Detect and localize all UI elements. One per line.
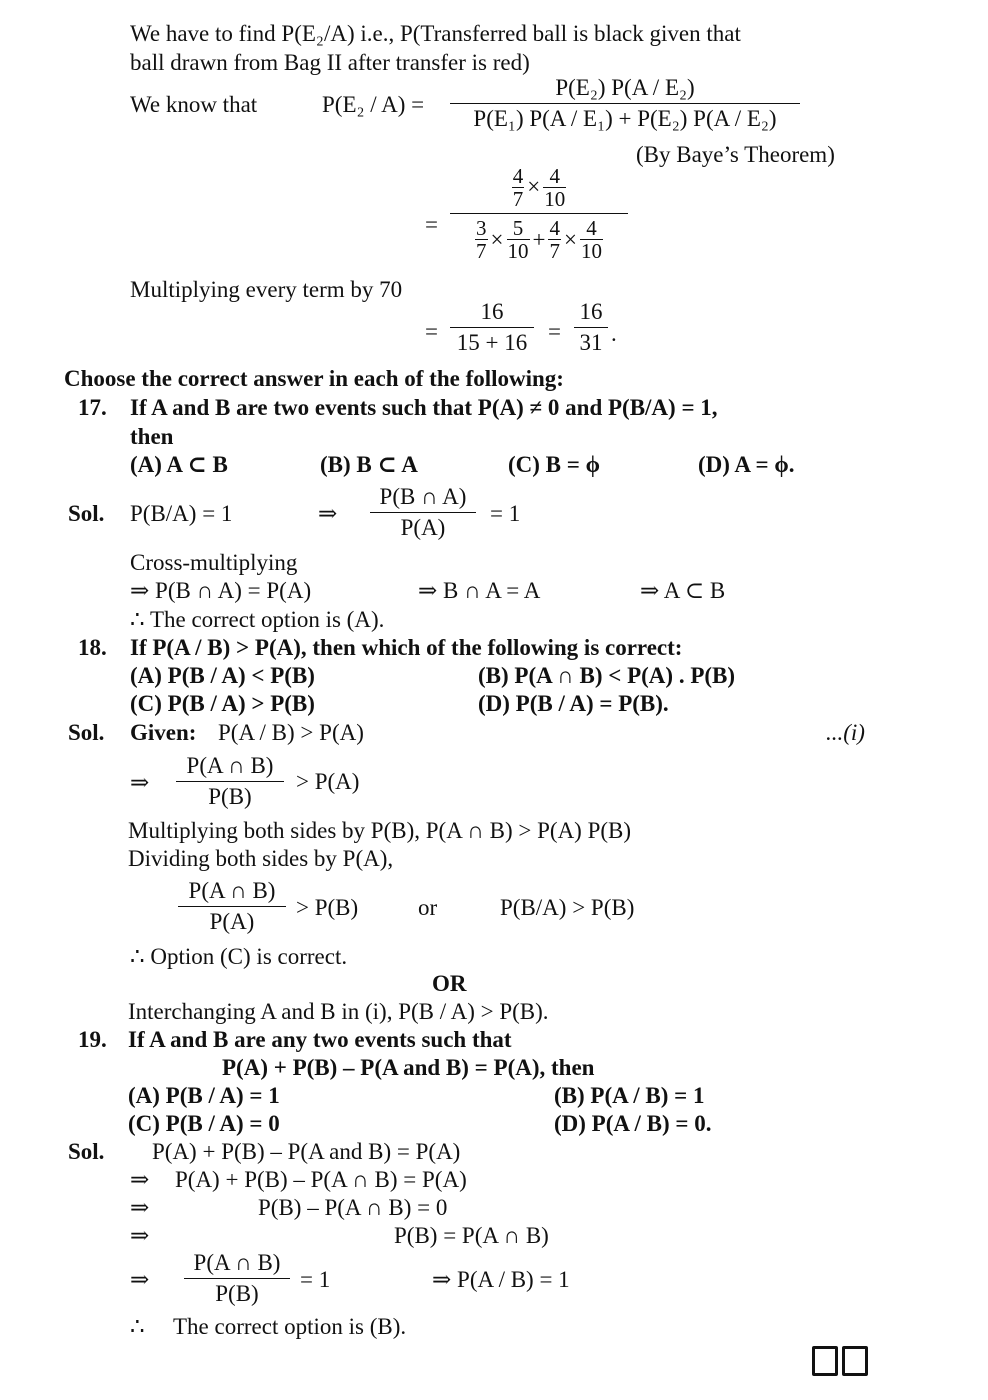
q19-eq-one: = 1 bbox=[300, 1267, 331, 1292]
q19-implies-2: ⇒ bbox=[130, 1195, 150, 1220]
multiply-note: Multiplying every term by 70 bbox=[130, 277, 403, 302]
q18-implies: ⇒ bbox=[130, 770, 150, 795]
bayes-denominator: P(E₁) P(A / E₁) + P(E₂) P(A / E₂) bbox=[473, 106, 777, 132]
q18-option-c: (C) P(B / A) > P(B) bbox=[130, 691, 315, 716]
q18-multiply: Multiplying both sides by P(B), P(A ∩ B) > P(A) P(B) bbox=[128, 818, 632, 843]
q18-fraction-2 bbox=[178, 879, 286, 934]
bayes-numerator: P(E₂) P(A / E₂) bbox=[450, 76, 800, 104]
q18-sol-label: Sol. bbox=[68, 720, 105, 745]
q19-option-b: (B) P(A / B) = 1 bbox=[554, 1083, 705, 1108]
equals-sign-2: = bbox=[425, 319, 438, 344]
q18-frac1-num: P(A ∩ B) bbox=[176, 754, 284, 782]
section-heading: Choose the correct answer in each of the following: bbox=[64, 366, 564, 391]
q18-or-small: or bbox=[418, 895, 438, 920]
q19-number: 19. bbox=[78, 1027, 107, 1052]
q19-implies-4: ⇒ bbox=[130, 1267, 150, 1292]
q19-option-d: (D) P(A / B) = 0. bbox=[554, 1111, 712, 1136]
result-frac1-num: 16 bbox=[450, 300, 534, 328]
equals-sign: = bbox=[425, 212, 438, 237]
q19-conclusion: The correct option is (B). bbox=[173, 1314, 407, 1339]
q18-frac2-num: P(A ∩ B) bbox=[178, 879, 286, 907]
q19-therefore: ∴ bbox=[130, 1314, 145, 1339]
q19-text-1: If A and B are any two events such that bbox=[128, 1027, 512, 1052]
q19-implies-1: ⇒ bbox=[130, 1167, 150, 1192]
result-fraction-2 bbox=[574, 300, 608, 355]
q18-text: If P(A / B) > P(A), then which of the following is correct: bbox=[130, 635, 683, 660]
q19-final: ⇒ P(A / B) = 1 bbox=[432, 1267, 570, 1292]
q17-conclusion: ∴ The correct option is (A). bbox=[130, 607, 385, 632]
q17-option-b: (B) B ⊂ A bbox=[320, 452, 418, 477]
q17-fraction bbox=[370, 485, 476, 540]
q19-implies-3: ⇒ bbox=[130, 1223, 150, 1248]
q17-eq-one: = 1 bbox=[490, 501, 521, 526]
period: . bbox=[611, 321, 617, 346]
q19-sol-label: Sol. bbox=[68, 1139, 105, 1164]
q18-tag: ...(i) bbox=[826, 720, 865, 745]
result-frac2-den: 31 bbox=[579, 330, 603, 356]
q17-step-1: ⇒ P(B ∩ A) = P(A) bbox=[130, 578, 312, 603]
q17-option-a: (A) A ⊂ B bbox=[130, 452, 228, 477]
q19-fraction bbox=[184, 1251, 290, 1306]
q18-option-b: (B) P(A ∩ B) < P(A) . P(B) bbox=[478, 663, 736, 688]
result-frac2-num: 16 bbox=[574, 300, 608, 328]
q18-given-label: Given: bbox=[130, 720, 197, 745]
q18-frac1-den: P(B) bbox=[208, 784, 252, 810]
bayes-lhs: P(E₂ / A) = bbox=[322, 92, 425, 117]
q17-sol-line-1: P(B/A) = 1 bbox=[130, 501, 233, 526]
q19-line-4: P(B) = P(A ∩ B) bbox=[394, 1223, 549, 1248]
bayes-fraction bbox=[450, 76, 800, 131]
know-label: We know that bbox=[130, 92, 258, 117]
intro-line-1: We have to find P(E₂/A) i.e., P(Transferred ball is black given that bbox=[130, 21, 741, 46]
q19-line-2: P(A) + P(B) – P(A ∩ B) = P(A) bbox=[175, 1167, 467, 1192]
q18-or-heading: OR bbox=[432, 971, 467, 996]
q17-text-1: If A and B are two events such that P(A) ≠ 0 and P(B/A) = 1, bbox=[130, 395, 718, 420]
q17-implies: ⇒ bbox=[318, 501, 338, 526]
q18-divide: Dividing both sides by P(A), bbox=[128, 846, 394, 871]
q18-gt-2: > P(B) bbox=[296, 895, 359, 920]
q18-option-d: (D) P(B / A) = P(B). bbox=[478, 691, 669, 716]
result-frac1-den: 15 + 16 bbox=[456, 330, 528, 356]
q18-frac2-den: P(A) bbox=[209, 909, 255, 935]
q17-frac-num: P(B ∩ A) bbox=[370, 485, 476, 513]
q18-gt-1: > P(A) bbox=[296, 769, 360, 794]
q17-frac-den: P(A) bbox=[400, 515, 446, 541]
result-fraction-1 bbox=[450, 300, 534, 355]
q19-frac-num: P(A ∩ B) bbox=[184, 1251, 290, 1279]
q18-alt: P(B/A) > P(B) bbox=[500, 895, 635, 920]
q19-option-a: (A) P(B / A) = 1 bbox=[128, 1083, 280, 1108]
intro-line-2: ball drawn from Bag II after transfer is red) bbox=[130, 50, 530, 75]
numeric-numerator: $\frac{4}{7}$ × $\frac{4}{10}$ bbox=[450, 165, 628, 214]
bayes-note: (By Baye’s Theorem) bbox=[636, 142, 835, 167]
q19-line-1: P(A) + P(B) – P(A and B) = P(A) bbox=[152, 1139, 461, 1164]
q19-line-3: P(B) – P(A ∩ B) = 0 bbox=[258, 1195, 448, 1220]
q18-interchange: Interchanging A and B in (i), P(B / A) > P(B). bbox=[128, 999, 549, 1024]
numeric-fraction bbox=[450, 165, 628, 262]
q19-frac-den: P(B) bbox=[215, 1281, 259, 1307]
q18-number: 18. bbox=[78, 635, 107, 660]
end-mark-box-1 bbox=[812, 1346, 838, 1376]
q17-text-2: then bbox=[130, 424, 174, 449]
q19-option-c: (C) P(B / A) = 0 bbox=[128, 1111, 280, 1136]
q19-text-2: P(A) + P(B) – P(A and B) = P(A), then bbox=[222, 1055, 595, 1080]
q17-cross: Cross-multiplying bbox=[130, 550, 298, 575]
q17-option-d: (D) A = ϕ. bbox=[698, 452, 795, 477]
q17-step-2: ⇒ B ∩ A = A bbox=[418, 578, 541, 603]
q17-option-c: (C) B = ϕ bbox=[508, 452, 600, 477]
q17-sol-label: Sol. bbox=[68, 501, 105, 526]
q18-option-a: (A) P(B / A) < P(B) bbox=[130, 663, 315, 688]
q18-given-expr: P(A / B) > P(A) bbox=[218, 720, 364, 745]
end-mark-box-2 bbox=[842, 1346, 868, 1376]
q18-conclusion: ∴ Option (C) is correct. bbox=[130, 944, 348, 969]
numeric-denominator: $\frac{3}{7}$ × $\frac{5}{10}$ + $\frac{4}{7}$ × $\frac{4}{10}$ bbox=[476, 216, 602, 264]
q17-number: 17. bbox=[78, 395, 107, 420]
q17-step-3: ⇒ A ⊂ B bbox=[640, 578, 726, 603]
q18-fraction-1 bbox=[176, 754, 284, 809]
equals-sign-3: = bbox=[548, 319, 561, 344]
